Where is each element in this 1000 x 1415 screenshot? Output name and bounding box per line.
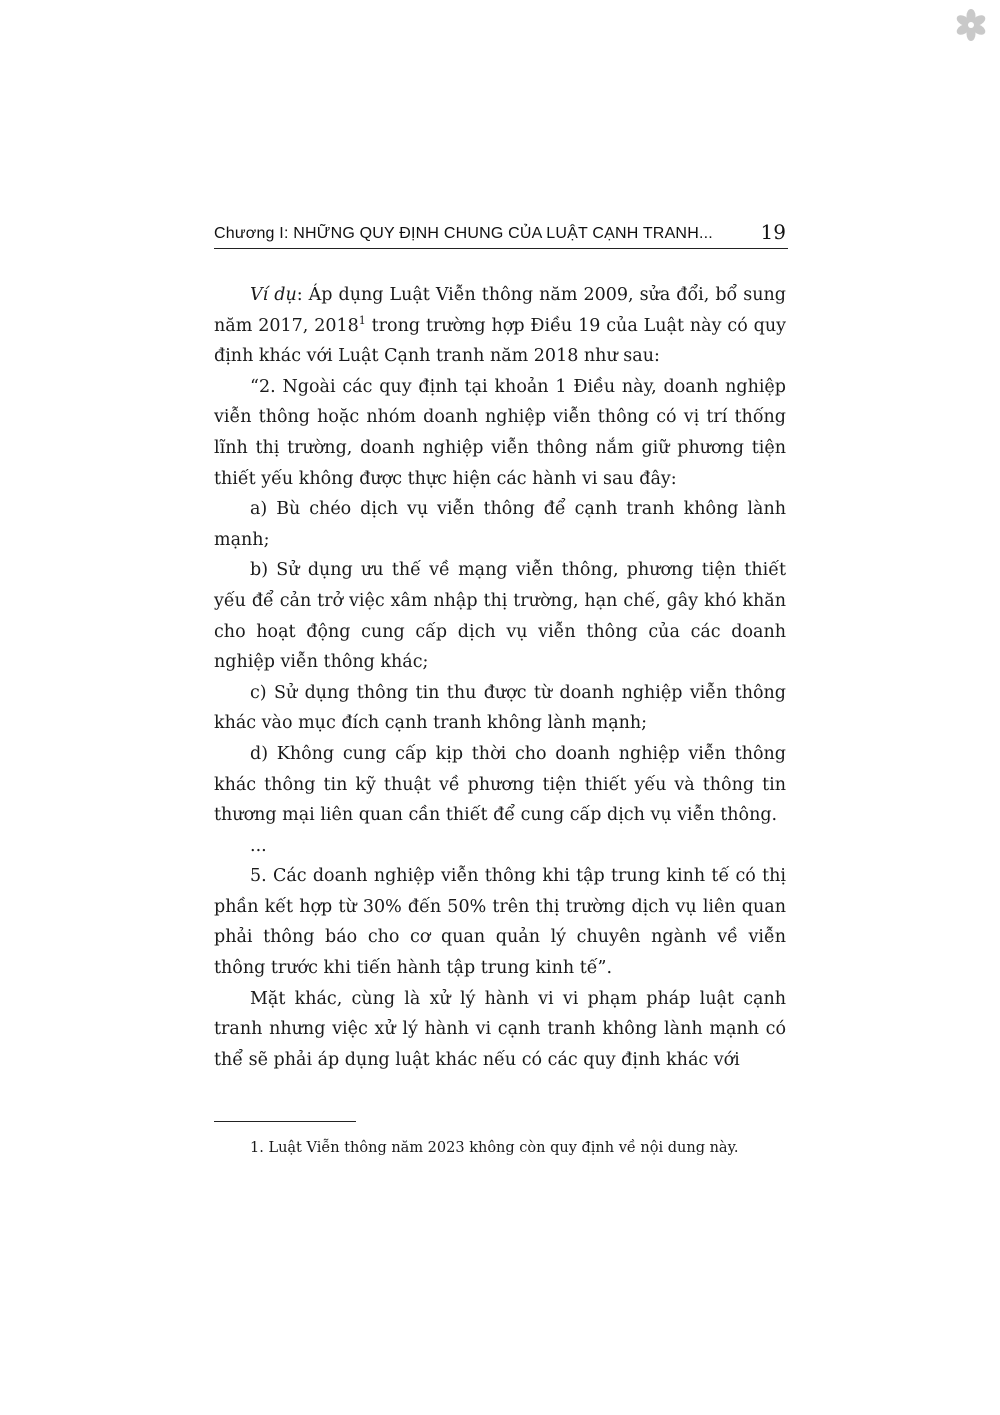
example-text: : Áp dụng Luật Viễn thông năm 2009, sửa đổi, bổ sung năm 2017, 2018 — [214, 285, 786, 336]
running-header — [214, 218, 788, 249]
paragraph-example — [214, 280, 786, 372]
list-item-d: d) Không cung cấp kịp thời cho doanh nghiệp viễn thông khác thông tin kỹ thuật về phương tiện thiết yếu và thông tin thương mại liên quan cần thiết để cung cấp dịch vụ viễn thông. — [214, 743, 786, 826]
flower-icon — [954, 8, 988, 42]
example-label: Ví dụ — [250, 285, 297, 305]
chapter-title: Chương I: NHỮNG QUY ĐỊNH CHUNG CỦA LUẬT CẠNH TRANH... — [214, 225, 713, 242]
list-item-a: a) Bù chéo dịch vụ viễn thông để cạnh tranh không lành mạnh; — [214, 499, 786, 550]
ellipsis: ... — [250, 835, 267, 856]
page-number: 19 — [760, 220, 786, 244]
paragraph-conclusion: Mặt khác, cùng là xử lý hành vi vi phạm pháp luật cạnh tranh nhưng việc xử lý hành vi cạnh tranh không lành mạnh có thể sẽ phải áp dụng luật khác nếu có các quy định khác với — [214, 988, 786, 1070]
footnote-divider — [214, 1121, 356, 1122]
example-text-end: trong trường hợp Điều 19 của Luật này có quy định khác với Luật Cạnh tranh năm 2018 như sau: — [214, 315, 786, 367]
list-item-c: c) Sử dụng thông tin thu được từ doanh nghiệp viễn thông khác vào mục đích cạnh tranh không lành mạnh; — [214, 682, 786, 734]
footnote: 1. Luật Viễn thông năm 2023 không còn quy định về nội dung này. — [250, 1140, 739, 1156]
footnote-ref[interactable]: 1 — [358, 313, 366, 327]
paragraph-quote-2: “2. Ngoài các quy định tại khoản 1 Điều này, doanh nghiệp viễn thông hoặc nhóm doanh nghiệp viễn thông có vị trí thống lĩnh thị trường, doanh nghiệp viễn thông nắm giữ phương tiện thiết yếu không được thực hiện các hành vi sau đây: — [214, 376, 786, 489]
list-item-b: b) Sử dụng ưu thế về mạng viễn thông, phương tiện thiết yếu để cản trở việc xâm nhập thị trường, hạn chế, gây khó khăn cho hoạt động cung cấp dịch vụ viễn thông của các doanh nghiệp viễn thông khác; — [214, 560, 786, 673]
paragraph-quote-5: 5. Các doanh nghiệp viễn thông khi tập trung kinh tế có thị phần kết hợp từ 30% đến 50% trên thị trường dịch vụ liên quan phải thông báo cho cơ quan quản lý chuyên ngành về viễn thông trước khi tiến hành tập trung kinh tế”. — [214, 866, 786, 979]
body-text — [214, 280, 786, 1075]
